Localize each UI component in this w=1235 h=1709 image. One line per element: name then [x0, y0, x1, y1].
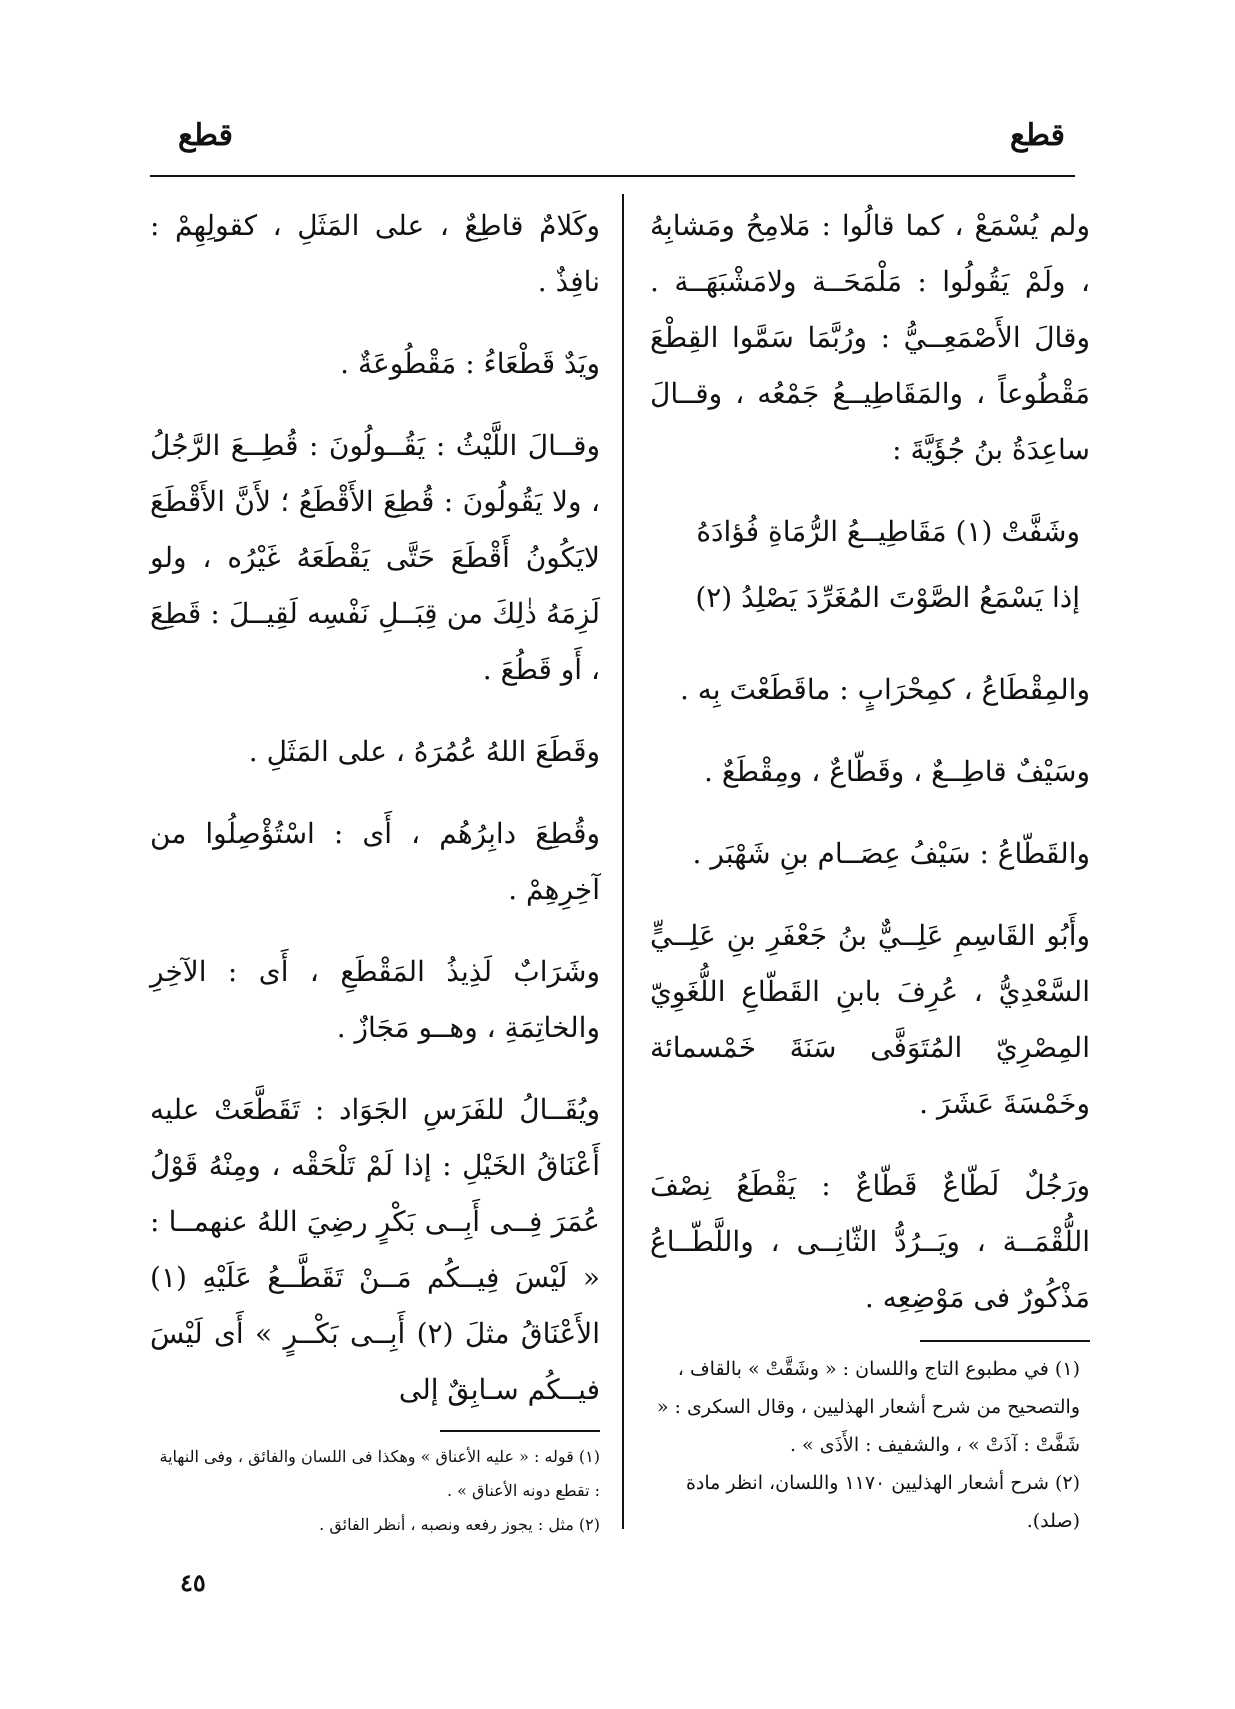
verse-line: وشَفَّتْ (١) مَقَاطِيــعُ الرُّمَاةِ فُؤادَهُ	[696, 515, 1080, 548]
footnote-rule-right	[920, 1340, 1090, 1342]
verse-line: إذا يَسْمَعُ الصَّوْتَ المُغَرِّدَ يَصْلِدُ (٢)	[695, 581, 1080, 614]
paragraph: والقَطّاعُ : سَيْفُ عِصَــام بنِ شَهْبَر .	[692, 837, 1090, 870]
footnotes-left	[150, 1440, 600, 1542]
footnote-rule-left	[440, 1430, 600, 1432]
paragraph: وقَطَعَ اللهُ عُمُرَهُ ، على المَثَلِ .	[248, 735, 600, 768]
paragraph: وأَبُو القَاسِمِ عَلِــيٌّ بنُ جَعْفَرِ بنِ عَلِــيٍّ السَّعْدِيُّ ، عُرِفَ بابنِ القَطّاعِ اللُّغَوِيّ المِصْرِيّ المُتَوَفَّى سَنَةَ خَمْسمائة وخَمْسَةَ عَشَرَ .	[650, 919, 1090, 1120]
right-column	[650, 198, 1090, 1352]
column-divider	[622, 194, 624, 1529]
page-number: ٤٥	[180, 1568, 206, 1597]
footnote: (١) قوله : « عليه الأعناق » وهكذا فى اللسان والفائق ، وفى النهاية : تقطع دونه الأعناق » .	[159, 1447, 600, 1500]
paragraph: وشَرَابٌ لَذِيذُ المَقْطَعِ ، أَى : الآخِرِ والخاتِمَةِ ، وهــو مَجَازٌ .	[150, 955, 600, 1044]
footnote: (٢) شرح أشعار الهذليين ١١٧٠ واللسان، انظر مادة (صلد).	[685, 1472, 1080, 1532]
paragraph: وكَلامٌ قاطِعٌ ، على المَثَلِ ، كقولِهِمْ : نافِذٌ .	[150, 209, 600, 298]
footnotes-right	[650, 1350, 1080, 1540]
paragraph: وقُطِعَ دابِرُهُم ، أَى : اسْتُؤْصِلُوا من آخِرِهِمْ .	[150, 817, 600, 906]
paragraph: ورَجُلٌ لَطّاعٌ قَطّاعٌ : يَقْطَعُ نِصْفَ اللُّقْمَــة ، ويَــرُدُّ الثّانِــى ، واللَّطّــاعُ مَذْكُورٌ فى مَوْضِعِه .	[650, 1169, 1090, 1314]
left-column	[150, 198, 600, 1444]
paragraph: وقــالَ اللَّيْثُ : يَقُــولُونَ : قُطِــعَ الرَّجُلُ ، ولا يَقُولُونَ : قُطِعَ الأَقْطَعُ ؛ لأَنَّ الأَقْطَعَ لايَكُونُ أَقْطَعَ حَتَّى يَقْطَعَهُ غَيْرُه ، ولو لَزِمَهُ ذٰلِكَ من قِبَــلِ نَفْسِه لَقِيــلَ : قَطِعَ ، أَو قَطُعَ .	[150, 429, 600, 686]
paragraph: وسَيْفٌ قاطِــعٌ ، وقَطّاعٌ ، ومِقْطَعٌ .	[704, 755, 1090, 788]
header-rule	[150, 175, 1075, 177]
footnote: (١) في مطبوع التاج واللسان : « وشَقَّتْ » بالقاف ، والتصحيح من شرح أشعار الهذليين ، وقال السكرى : « شَفَّتْ : آذَتْ » ، والشفيف : الأَذَى » .	[656, 1358, 1080, 1456]
paragraph: ويُقَــالُ للفَرَسِ الجَوَاد : تَقَطَّعَتْ عليه أَعْنَاقُ الخَيْلِ : إذا لَمْ تَلْحَقْه ، ومِنْهُ قَوْلُ عُمَرَ فِــى أَبِــى بَكْرٍ رضِيَ اللهُ عنهمــا : « لَيْسَ فِيــكُم مَــنْ تَقَطَّــعُ عَلَيْهِ (١) الأَعْنَاقُ مثلَ (٢) أَبِــى بَكْــرٍ » أَى لَيْسَ فيــكُم سـابِقٌ إلى	[150, 1093, 601, 1406]
paragraph: ولم يُسْمَعْ ، كما قالُوا : مَلامِحُ ومَشابِهُ ، ولَمْ يَقُولُوا : مَلْمَحَــة ولامَشْبَهَــة . وقالَ الأَصْمَعِــيُّ : ورُبَّمَا سَمَّوا القِطْعَ مَقْطُوعاً ، والمَقَاطِيــعُ جَمْعُه ، وقــالَ ساعِدَةُ بنُ جُؤَيَّةَ :	[650, 209, 1090, 466]
footnote: (٢) مثل : يجوز رفعه ونصبه ، أنظر الفائق .	[319, 1515, 600, 1534]
paragraph: والمِقْطَاعُ ، كمِحْرَابٍ : ماقَطَعْتَ بِه .	[679, 673, 1090, 706]
header-word-right: قطع	[1010, 118, 1065, 153]
paragraph: ويَدٌ قَطْعَاءُ : مَقْطُوعَةٌ .	[340, 347, 600, 380]
header-word-left: قطع	[178, 118, 233, 153]
